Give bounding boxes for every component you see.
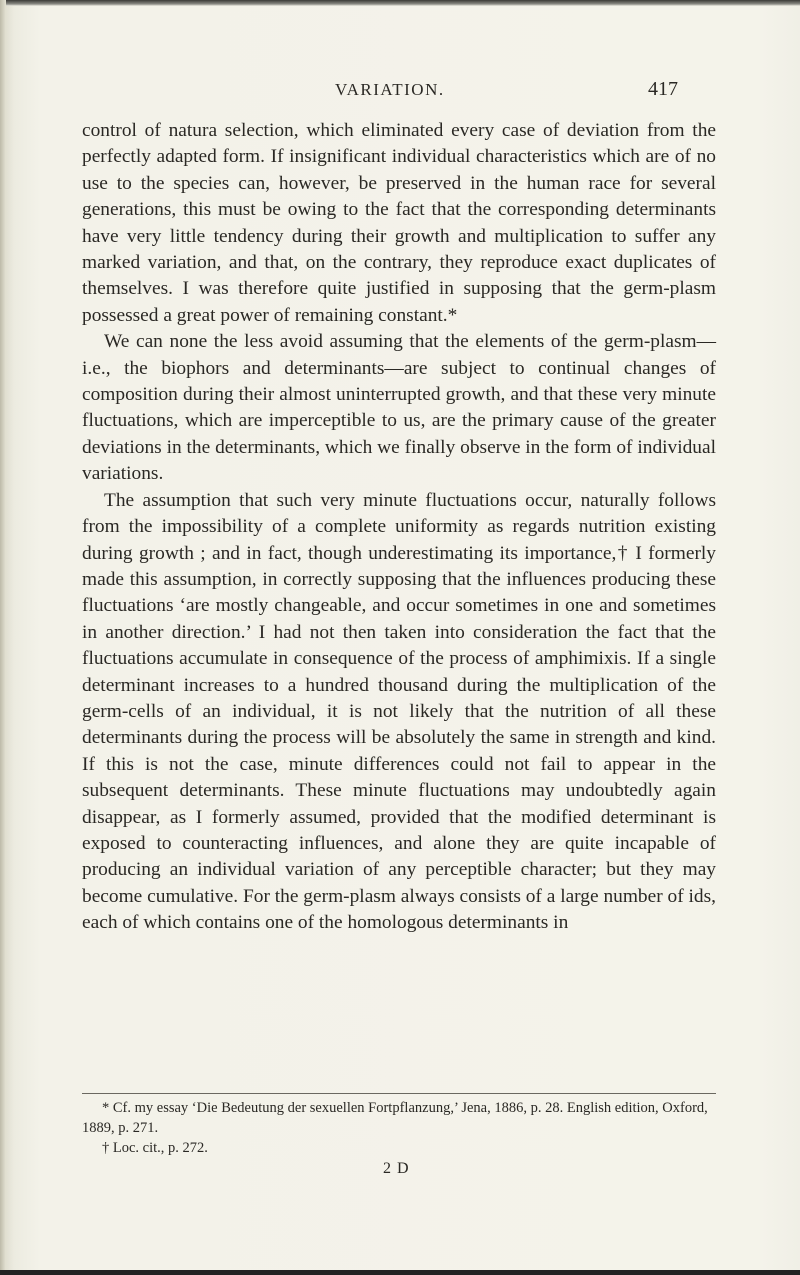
footnotes — [82, 1093, 716, 1158]
page-bottom-edge — [0, 1270, 800, 1275]
page-number: 417 — [648, 78, 678, 100]
paragraph: control of natura selection, which eliminated every case of deviation from the perfectly adapted form. If insignificant individual characteristics which are of no use to the species can, however, be preserved in the human race for several generations, this must be owing to the fact that the corresponding determinants have very little tendency during their growth and multiplication to suffer any marked variation, and that, on the contrary, they reproduce exact duplicates of themselves. I was therefore quite justified in supposing that the germ-plasm possessed a great power of remaining constant.* — [82, 120, 716, 326]
paragraph: The assumption that such very minute fluctuations occur, naturally follows from the impossibility of a complete uniformity as regards nutrition existing during growth ; and in fact, though underestimating its importance,† I formerly made this assumption, in correctly supposing that the influences producing these fluctuations ‘are mostly changeable, and occur sometimes in one and sometimes in another direction.’ I had not then taken into consideration the fact that the fluctuations accumulate in consequence of the process of amphimixis. If a single determinant increases to a hundred thousand during the multiplication of the germ-cells of an individual, it is not likely that the nutrition of all these determinants during the process will be absolutely the same in strength and kind. If this is not the case, minute differences could not fail to appear in the subsequent determinants. These minute fluctuations may undoubtedly again disappear, as I formerly assumed, provided that the modified determinant is exposed to counteracting influences, and alone they are quite incapable of producing an individual variation of any perceptible character; but they may become cumulative. For the germ-plasm always consists of a large number of ids, each of which contains one of the homologous determinants in — [82, 489, 716, 934]
footnote: † Loc. cit., p. 272. — [102, 1140, 208, 1156]
body-text — [82, 118, 716, 937]
signature-mark: 2 D — [383, 1160, 410, 1177]
page-binding-edge — [0, 0, 6, 1275]
page-top-edge — [0, 0, 800, 6]
page-header — [0, 80, 800, 110]
paragraph: We can none the less avoid assuming that the elements of the germ-plasm—i.e., the biophors and determinants—are subject to continual changes of composition during their almost uninterrupted growth, and that these very minute fluctuations, which are imperceptible to us, are the primary cause of the greater deviations in the determinants, which we finally observe in the form of individual variations. — [82, 331, 716, 485]
running-head: VARIATION. — [335, 80, 445, 99]
footnote: * Cf. my essay ‘Die Bedeutung der sexuellen Fortpflanzung,’ Jena, 1886, p. 28. English edition, Oxford, 1889, p. 271. — [82, 1100, 708, 1136]
